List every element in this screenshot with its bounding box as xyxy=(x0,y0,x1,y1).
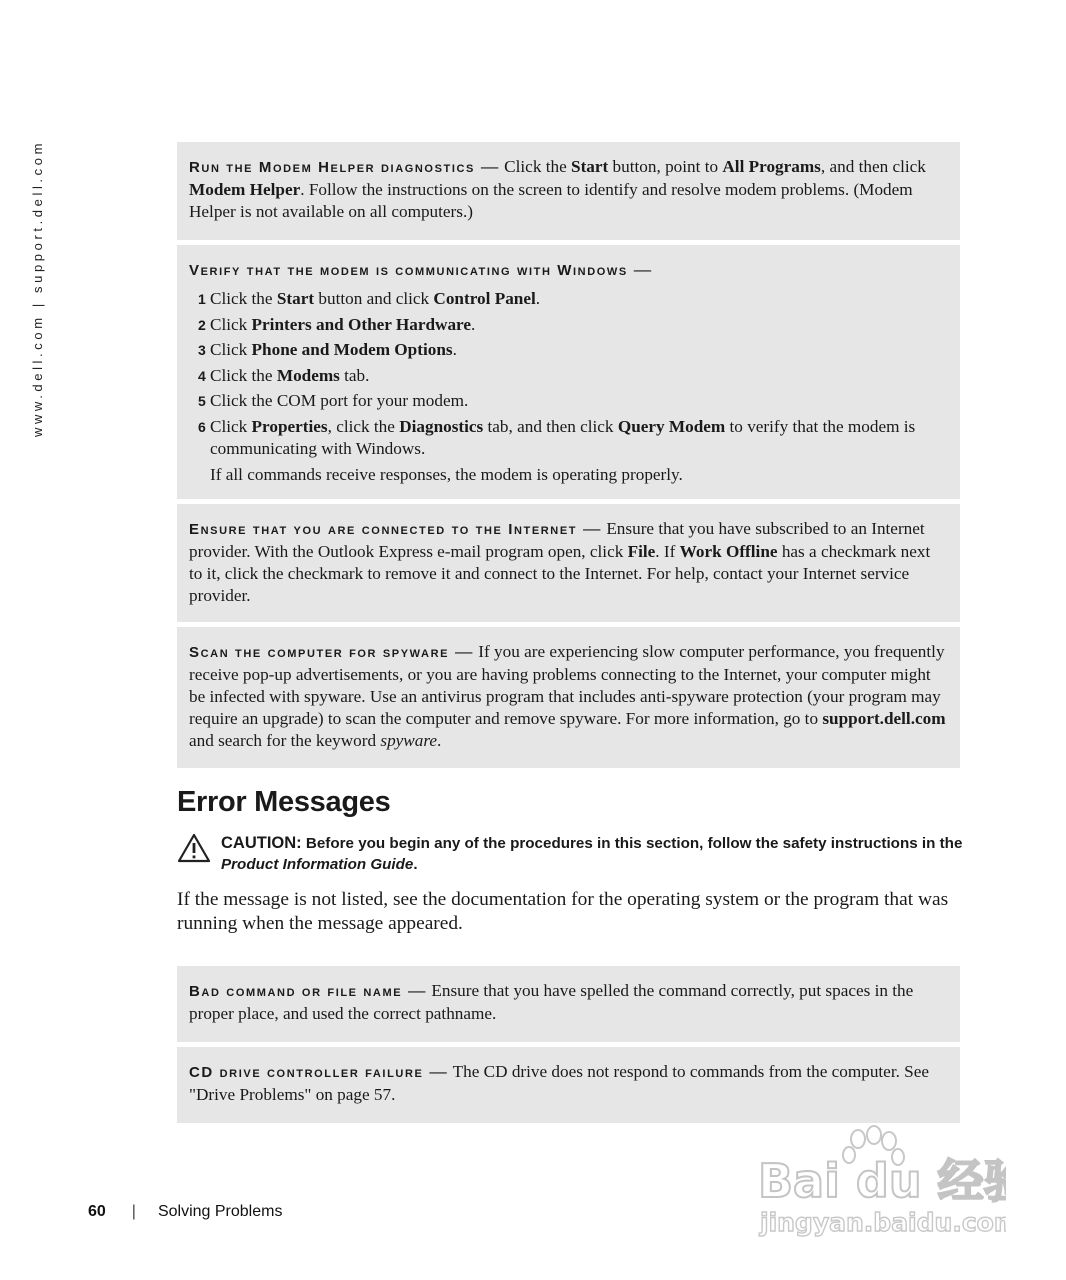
step-item: 3 Click Phone and Modem Options. xyxy=(198,340,457,360)
intro-paragraph: If the message is not listed, see the documentation for the operating system or the program that was running when the message appeared. xyxy=(177,889,949,934)
step-note: If all commands receive responses, the modem is operating properly. xyxy=(210,464,683,484)
step-item: 1 Click the Start button and click Control Panel. xyxy=(198,289,541,308)
error-box-cd-drive: CD drive controller failure — The CD drive does not respond to commands from the computer. See "Drive Problems" on page 57. xyxy=(177,1047,960,1123)
heading-dash: — xyxy=(429,1062,447,1081)
caution-text: CAUTION: Before you begin any of the procedures in this section, follow the safety instructions in the Product Information Guide. xyxy=(221,834,963,873)
step-item: 5 Click the COM port for your modem. xyxy=(198,391,469,411)
tip-box-modem-helper: Run the Modem Helper diagnostics — Click the Start button, point to All Programs, and then click Modem Helper. Follow the instructions on the screen to identify and resolve modem problems. (Modem Helper is not available on all computers.) xyxy=(177,142,960,240)
tip-box-internet-connection: Ensure that you are connected to the Internet — Ensure that you have subscribed to an Internet provider. With the Outlook Express e-mail program open, click File. If Work Offline has a checkmark next to it, click the checkmark to remove it and connect to the Internet. For help, contact your Internet service provider. xyxy=(177,504,960,622)
step-item: 4 Click the Modems tab. xyxy=(198,365,370,385)
sidebar-url-text: www.dell.com | support.dell.com xyxy=(30,140,45,438)
step-number: 5 xyxy=(198,393,206,410)
watermark-site: jingyan.baidu.com xyxy=(760,1208,1006,1237)
step-item: 6 Click Properties, click the Diagnostics tab, and then click Query Modem to verify that the modem is communicating with Windows. xyxy=(198,416,916,458)
step-number: 6 xyxy=(198,418,206,435)
error-heading: CD drive controller failure xyxy=(189,1064,424,1081)
tip-heading: Run the Modem Helper diagnostics xyxy=(189,159,475,176)
tip-box-verify-modem xyxy=(177,245,960,499)
tip-heading: Scan the computer for spyware xyxy=(189,644,450,661)
tip-heading: Ensure that you are connected to the Internet xyxy=(189,521,578,538)
heading-dash: — xyxy=(455,642,473,661)
error-heading: Bad command or file name xyxy=(189,983,403,1000)
watermark-brand: Bai du 经验 xyxy=(758,1154,1006,1208)
step-number: 4 xyxy=(198,367,206,384)
warning-triangle-icon xyxy=(177,833,211,863)
step-list xyxy=(189,288,946,460)
baidu-paw-logo-icon xyxy=(756,1125,1006,1240)
heading-dash: — xyxy=(583,519,601,538)
page-number: 60 xyxy=(88,1203,106,1220)
step-item: 2 Click Printers and Other Hardware. xyxy=(198,314,476,334)
heading-dash: — xyxy=(633,260,652,279)
page-footer xyxy=(88,1203,282,1221)
section-title: Error Messages xyxy=(177,786,391,818)
sidebar-url xyxy=(30,140,60,440)
heading-dash: — xyxy=(408,981,426,1000)
baidu-watermark xyxy=(756,1125,1006,1240)
heading-dash: — xyxy=(480,157,499,176)
footer-section: Solving Problems xyxy=(157,1203,283,1220)
step-number: 3 xyxy=(198,342,206,359)
tip-box-spyware: Scan the computer for spyware — If you are experiencing slow computer performance, you frequently receive pop-up advertisements, or you are having problems connecting to the Internet, your computer might be infected with spyware. Use an antivirus program that includes anti-spyware protection (your program may require an upgrade) to scan the computer and remove spyware. For more information, go to support.dell.com and search for the keyword spyware. xyxy=(177,627,960,768)
tip-heading: Verify that the modem is communicating with Windows xyxy=(189,262,628,279)
caution-notice xyxy=(177,833,967,875)
footer-separator: | xyxy=(131,1203,136,1220)
step-number: 1 xyxy=(198,291,206,307)
error-box-bad-command: Bad command or file name — Ensure that you have spelled the command correctly, put spaces in the proper place, and used the correct pathname. xyxy=(177,966,960,1042)
step-number: 2 xyxy=(198,316,206,333)
